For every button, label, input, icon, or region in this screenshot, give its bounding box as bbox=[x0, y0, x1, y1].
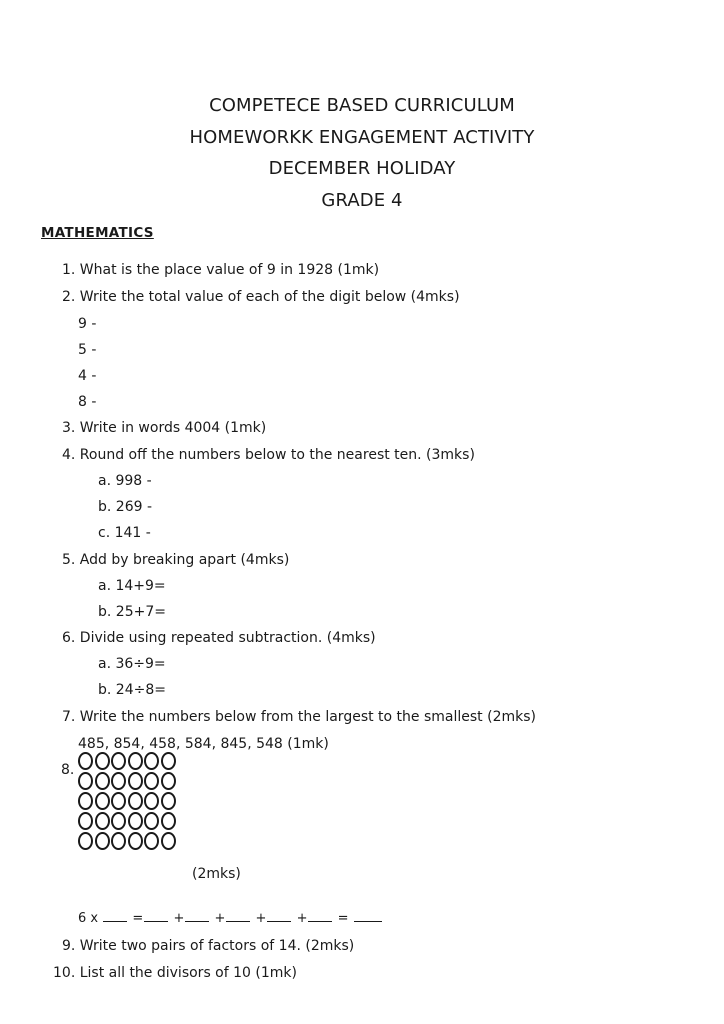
q8-marks: (2mks) bbox=[192, 866, 241, 882]
question-1: 1. What is the place value of 9 in 1928 (1mk) bbox=[62, 262, 380, 278]
question-9: 9. Write two pairs of factors of 14. (2mks) bbox=[62, 938, 355, 954]
circle-shape bbox=[128, 792, 143, 810]
q2-item-4: 8 - bbox=[78, 394, 97, 410]
circle-shape bbox=[161, 792, 176, 810]
circle-shape bbox=[161, 752, 176, 770]
q8-equation bbox=[78, 910, 383, 926]
circle-shape bbox=[144, 832, 159, 850]
circle-shape bbox=[111, 792, 126, 810]
q8-plus: + bbox=[173, 911, 185, 926]
answer-blank bbox=[185, 910, 209, 922]
circle-row bbox=[78, 832, 178, 852]
question-3: 3. Write in words 4004 (1mk) bbox=[62, 420, 267, 436]
circle-shape bbox=[95, 792, 110, 810]
question-2: 2. Write the total value of each of the digit below (4mks) bbox=[62, 289, 460, 305]
header-line-1: COMPETECE BASED CURRICULUM bbox=[209, 95, 515, 116]
answer-blank bbox=[144, 910, 168, 922]
answer-blank bbox=[308, 910, 332, 922]
q6-item-a: a. 36÷9= bbox=[98, 656, 166, 672]
circle-row bbox=[78, 792, 178, 812]
circle-shape bbox=[111, 832, 126, 850]
q7-numbers: 485, 854, 458, 584, 845, 548 (1mk) bbox=[78, 736, 329, 752]
worksheet-header bbox=[0, 90, 724, 216]
q8-equals: = bbox=[337, 911, 349, 926]
circle-shape bbox=[111, 812, 126, 830]
circle-shape bbox=[111, 772, 126, 790]
circle-shape bbox=[144, 772, 159, 790]
q4-item-a: a. 998 - bbox=[98, 473, 152, 489]
q8-plus: + bbox=[214, 911, 226, 926]
circle-grid bbox=[78, 752, 178, 852]
header-line-3: DECEMBER HOLIDAY bbox=[268, 158, 456, 179]
circle-shape bbox=[144, 792, 159, 810]
header-line-4: GRADE 4 bbox=[321, 189, 403, 211]
question-4: 4. Round off the numbers below to the nearest ten. (3mks) bbox=[62, 447, 475, 463]
q8-equals: = bbox=[132, 911, 144, 926]
q4-item-b: b. 269 - bbox=[98, 499, 153, 515]
q6-item-b: b. 24÷8= bbox=[98, 682, 166, 698]
circle-shape bbox=[161, 832, 176, 850]
q8-plus: + bbox=[255, 911, 267, 926]
circle-shape bbox=[128, 812, 143, 830]
circle-shape bbox=[128, 752, 143, 770]
circle-shape bbox=[161, 812, 176, 830]
answer-blank bbox=[226, 910, 250, 922]
q2-item-2: 5 - bbox=[78, 342, 97, 358]
circle-shape bbox=[78, 752, 93, 770]
q8-plus: + bbox=[296, 911, 308, 926]
answer-blank bbox=[267, 910, 291, 922]
circle-shape bbox=[95, 812, 110, 830]
circle-shape bbox=[78, 792, 93, 810]
answer-blank bbox=[103, 910, 127, 922]
question-5: 5. Add by breaking apart (4mks) bbox=[62, 552, 290, 568]
circle-shape bbox=[78, 832, 93, 850]
circle-shape bbox=[128, 772, 143, 790]
circle-shape bbox=[111, 752, 126, 770]
q4-item-c: c. 141 - bbox=[98, 525, 151, 541]
circle-shape bbox=[95, 832, 110, 850]
circle-shape bbox=[95, 772, 110, 790]
circle-shape bbox=[144, 812, 159, 830]
q5-item-b: b. 25+7= bbox=[98, 604, 166, 620]
circle-row bbox=[78, 752, 178, 772]
circle-row bbox=[78, 772, 178, 792]
circle-shape bbox=[78, 772, 93, 790]
question-8-label: 8. bbox=[61, 762, 75, 778]
circle-row bbox=[78, 812, 178, 832]
q2-item-1: 9 - bbox=[78, 316, 97, 332]
question-6: 6. Divide using repeated subtraction. (4mks) bbox=[62, 630, 376, 646]
circle-shape bbox=[144, 752, 159, 770]
question-7: 7. Write the numbers below from the largest to the smallest (2mks) bbox=[62, 709, 536, 725]
circle-shape bbox=[128, 832, 143, 850]
header-line-2: HOMEWORKK ENGAGEMENT ACTIVITY bbox=[189, 126, 535, 148]
section-title: MATHEMATICS bbox=[41, 225, 154, 241]
answer-blank bbox=[354, 910, 382, 922]
q8-lead: 6 x bbox=[78, 911, 99, 926]
circle-shape bbox=[78, 812, 93, 830]
question-10: 10. List all the divisors of 10 (1mk) bbox=[53, 965, 297, 981]
q5-item-a: a. 14+9= bbox=[98, 578, 166, 594]
q2-item-3: 4 - bbox=[78, 368, 97, 384]
circle-shape bbox=[161, 772, 176, 790]
circle-shape bbox=[95, 752, 110, 770]
